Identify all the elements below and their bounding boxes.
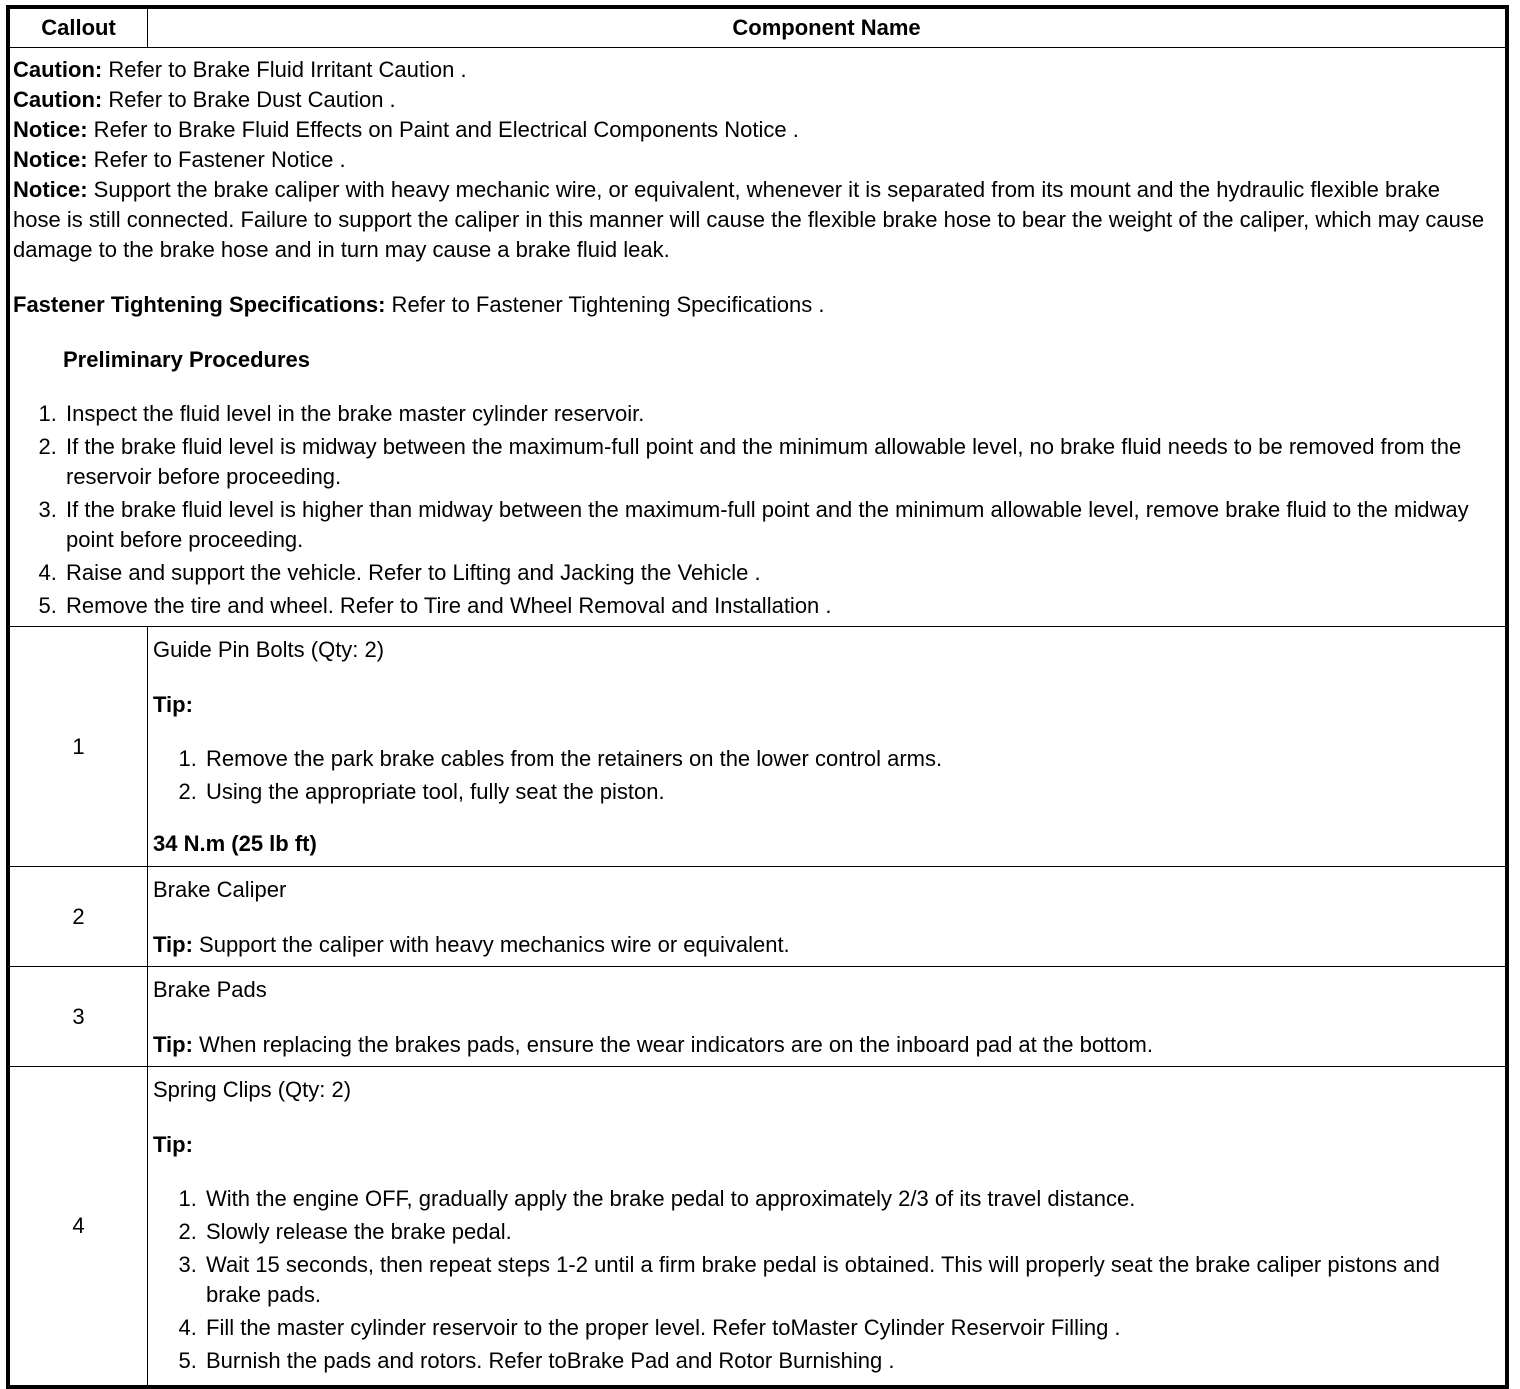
tip-text: Support the caliper with heavy mechanics wire or equivalent. (192, 932, 790, 957)
tip (153, 930, 1495, 960)
note (13, 145, 1493, 175)
note-text: Support the brake caliper with heavy mechanic wire, or equivalent, whenever it is separated from its mount and the hydraulic flexible brake hose is still connected. Failure to support the caliper in this manner will cause the flexible brake hose to bear the weight of the caliper, which may cause damage to the brake hose and in turn may cause a brake fluid leak. (13, 177, 1485, 262)
note-text: Refer to Brake Fluid Irritant Caution . (102, 57, 467, 82)
prelim-steps (13, 399, 1493, 621)
tip (153, 1030, 1495, 1060)
list-item: 2. Slowly release the brake pedal. (203, 1217, 1495, 1247)
procedure-table (6, 5, 1509, 1389)
prelim-title: Preliminary Procedures (63, 347, 311, 372)
component-cell (148, 627, 1506, 867)
tip-steps (153, 1184, 1495, 1376)
list-item: 4. Raise and support the vehicle. Refer to Lifting and Jacking the Vehicle . (63, 558, 1493, 588)
component-header: Component Name (148, 9, 1506, 48)
tip-label: Tip: (153, 692, 193, 717)
component-cell (148, 867, 1506, 967)
callout-number: 2 (10, 867, 148, 967)
note-text: Refer to Fastener Notice . (87, 147, 346, 172)
list-item: 3. Wait 15 seconds, then repeat steps 1-2 until a firm brake pedal is obtained. This will properly seat the brake caliper pistons and brake pads. (203, 1250, 1495, 1310)
component-name: Brake Pads (153, 977, 267, 1002)
torque-spec (153, 829, 1495, 859)
callout-number: 1 (10, 627, 148, 867)
tip-text: When replacing the brakes pads, ensure the wear indicators are on the inboard pad at the bottom. (192, 1032, 1153, 1057)
list-item: 2. If the brake fluid level is midway between the maximum-full point and the minimum allowable level, no brake fluid needs to be removed from the reservoir before proceeding. (63, 432, 1493, 492)
component-name: Guide Pin Bolts (Qty: 2) (153, 637, 385, 662)
list-item: 5. Remove the tire and wheel. Refer to Tire and Wheel Removal and Installation . (63, 591, 1493, 621)
note (13, 55, 1493, 85)
table-row (10, 1067, 1506, 1386)
note-label: Caution: (13, 57, 103, 82)
callout-number: 4 (10, 1067, 148, 1386)
list-item: 1. With the engine OFF, gradually apply the brake pedal to approximately 2/3 of its travel distance. (203, 1184, 1495, 1214)
tip-steps (153, 744, 1495, 807)
note-text: Refer to Brake Dust Caution . (102, 87, 396, 112)
note-label: Notice: (13, 147, 88, 172)
table-row (10, 867, 1506, 967)
table-row (10, 967, 1506, 1067)
list-item: 3. If the brake fluid level is higher than midway between the maximum-full point and the minimum allowable level, remove brake fluid to the midway point before proceeding. (63, 495, 1493, 555)
list-item: 2. Using the appropriate tool, fully seat the piston. (203, 777, 1495, 807)
note (13, 175, 1493, 265)
list-item: 1. Inspect the fluid level in the brake master cylinder reservoir. (63, 399, 1493, 429)
intro-cell (10, 48, 1506, 627)
list-item: 5. Burnish the pads and rotors. Refer toBrake Pad and Rotor Burnishing . (203, 1346, 1495, 1376)
note-text: Refer to Brake Fluid Effects on Paint and Electrical Components Notice . (87, 117, 799, 142)
fastener-text: Refer to Fastener Tightening Specifications . (385, 292, 825, 317)
header-row (10, 9, 1506, 48)
fastener-spec (13, 290, 1493, 320)
torque-value: 34 N.m (25 lb ft) (153, 831, 317, 856)
callout-header: Callout (10, 9, 148, 48)
component-cell (148, 1067, 1506, 1386)
list-item: 4. Fill the master cylinder reservoir to the proper level. Refer toMaster Cylinder Reservoir Filling . (203, 1313, 1495, 1343)
component-cell (148, 967, 1506, 1067)
tip (153, 1130, 1495, 1160)
tip-label: Tip: (153, 1032, 193, 1057)
note (13, 115, 1493, 145)
note-label: Notice: (13, 177, 88, 202)
callout-number: 3 (10, 967, 148, 1067)
note (13, 85, 1493, 115)
component-name: Brake Caliper (153, 877, 287, 902)
component-name: Spring Clips (Qty: 2) (153, 1077, 352, 1102)
note-label: Notice: (13, 117, 88, 142)
table-row (10, 627, 1506, 867)
tip-label: Tip: (153, 932, 193, 957)
fastener-label: Fastener Tightening Specifications: (13, 292, 386, 317)
tip-label: Tip: (153, 1132, 193, 1157)
note-label: Caution: (13, 87, 103, 112)
intro-row (10, 48, 1506, 627)
tip (153, 690, 1495, 720)
list-item: 1. Remove the park brake cables from the retainers on the lower control arms. (203, 744, 1495, 774)
